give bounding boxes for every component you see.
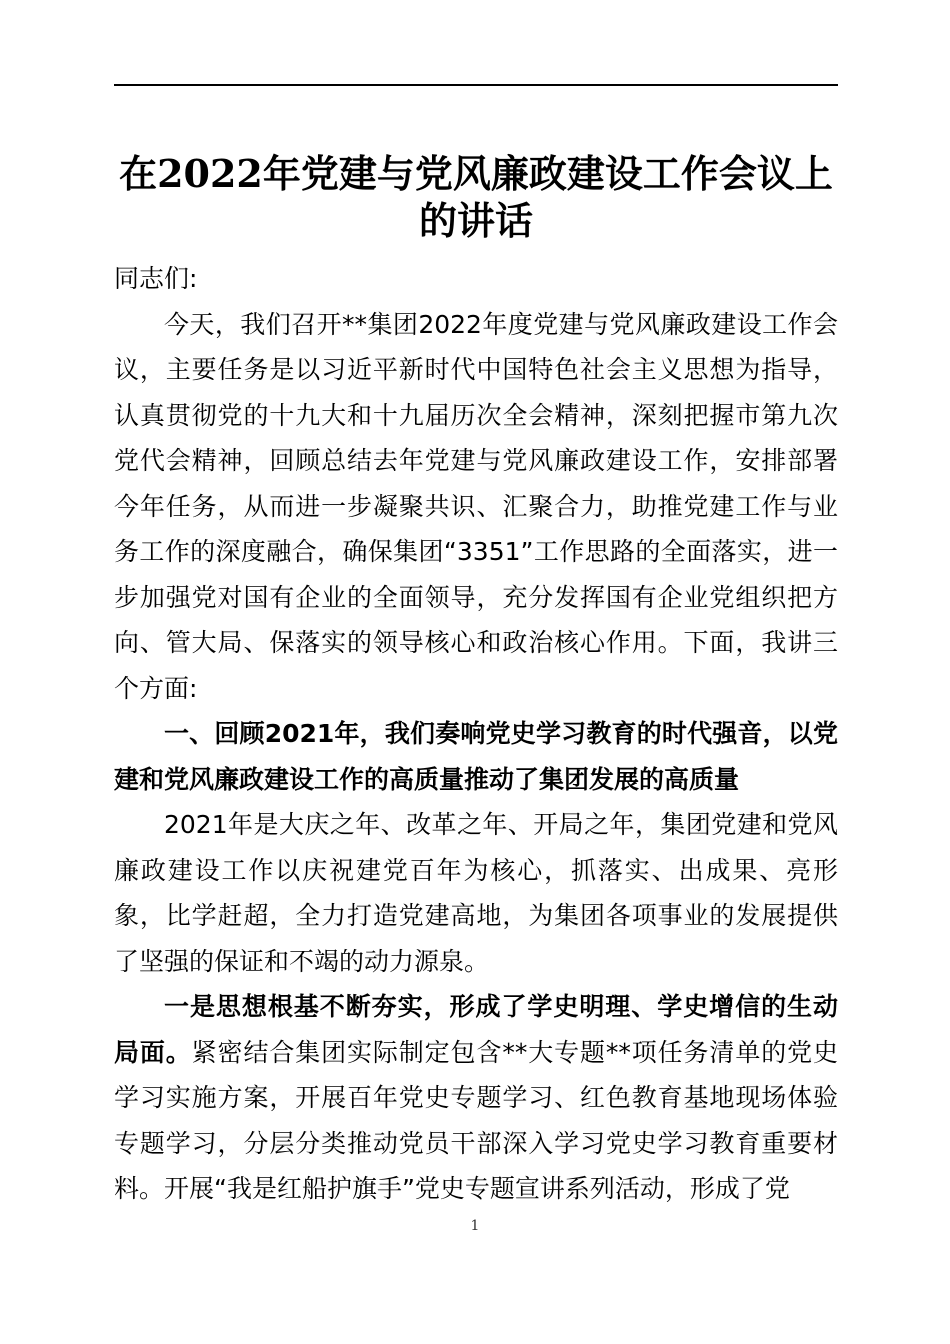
- page-number: 1: [470, 1218, 480, 1234]
- intro-paragraph: 今天，我们召开**集团2022年度党建与党风廉政建设工作会议，主要任务是以习近平新时代中国特色社会主义思想为指导，认真贯彻党的十九大和十九届历次全会精神，深刻把握市第九次党代会精神，回顾总结去年党建与党风廉政建设工作，安排部署今年任务，从而进一步凝聚共识、汇聚合力，助推党建工作与业务工作的深度融合，确保集团“3351”工作思路的全面落实，进一步加强党对国有企业的全面领导，充分发挥国有企业党组织把方向、管大局、保落实的领导核心和政治核心作用。下面，我讲三个方面:: [114, 309, 838, 703]
- document-body: [114, 256, 838, 1212]
- point-one-paragraph: [114, 984, 838, 1212]
- paragraph-2021: 2021年是大庆之年、改革之年、开局之年，集团党建和党风廉政建设工作以庆祝建党百年为核心，抓落实、出成果、亮形象，比学赶超，全力打造党建高地，为集团各项事业的发展提供了坚强的保证和不竭的动力源泉。: [114, 810, 838, 976]
- point-one-lead: 一是思想根基不断夯实，形成了学史明理、学史增信的生动局面。: [114, 992, 838, 1067]
- document-title: 在2022年党建与党风廉政建设工作会议上的讲话: [119, 151, 833, 243]
- section-heading: 一、回顾2021年，我们奏响党史学习教育的时代强音，以党建和党风廉政建设工作的高质量推动了集团发展的高质量: [114, 719, 838, 794]
- point-one-text: 紧密结合集团实际制定包含**大专题**项任务清单的党史学习实施方案，开展百年党史专题学习、红色教育基地现场体验专题学习，分层分类推动党员干部深入学习党史学习教育重要材料。开展“我是红船护旗手”党史专题宣讲系列活动，形成了党: [114, 1037, 838, 1203]
- header-rule: [114, 84, 838, 86]
- salutation: 同志们:: [114, 264, 198, 293]
